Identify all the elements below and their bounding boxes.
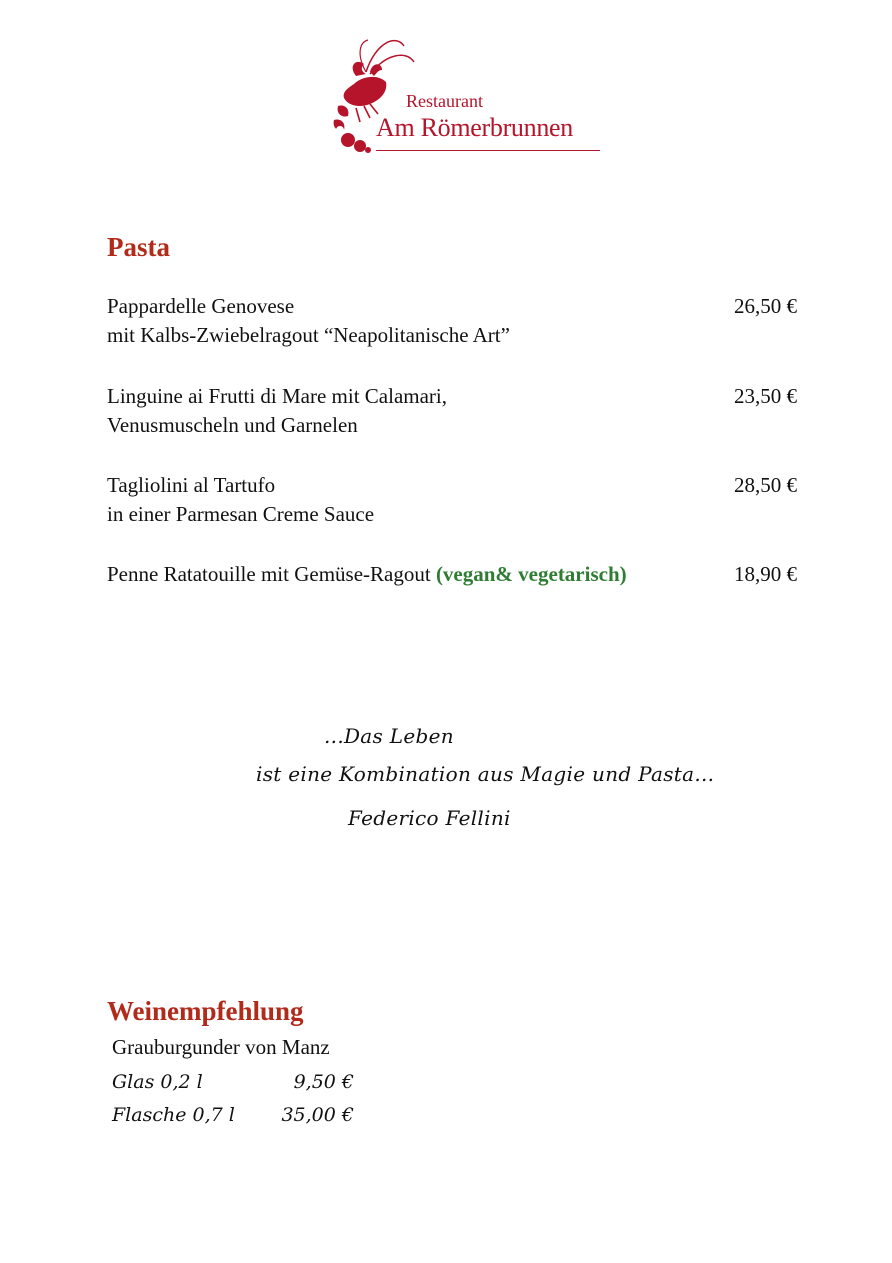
- wine-volume: Flasche 0,7 l: [112, 1104, 235, 1126]
- menu-item-name: Pappardelle Genovese: [107, 294, 295, 318]
- wine-price-row: [112, 1071, 354, 1093]
- wine-price-row: [112, 1104, 354, 1126]
- section-title-wine: Weinempfehlung: [107, 996, 304, 1026]
- quote-author: Federico Fellini: [348, 806, 511, 830]
- wine-price: 9,50 €: [293, 1071, 354, 1093]
- menu-item: [107, 382, 797, 440]
- menu-item-description: in einer Parmesan Creme Sauce: [107, 502, 375, 526]
- menu-item-name: Penne Ratatouille mit Gemüse-Ragout: [107, 562, 431, 586]
- wine-name: Grauburgunder von Manz: [112, 1035, 330, 1059]
- menu-item: [107, 560, 797, 589]
- section-title-pasta: Pasta: [107, 232, 170, 262]
- menu-item-name: Linguine ai Frutti di Mare mit Calamari,: [107, 384, 448, 408]
- menu-item: [107, 292, 797, 350]
- restaurant-logo: [326, 36, 606, 158]
- menu-item-description: mit Kalbs-Zwiebelragout “Neapolitanische Art”: [107, 323, 510, 347]
- menu-item-name-line: [107, 560, 797, 589]
- wine-price: 35,00 €: [281, 1104, 354, 1126]
- menu-item: [107, 471, 797, 529]
- quote-line-2: ist eine Kombination aus Magie und Pasta...: [256, 762, 715, 786]
- menu-item-description: Venusmuscheln und Garnelen: [107, 413, 358, 437]
- menu-item-price: 18,90 €: [734, 562, 797, 586]
- logo-divider: [376, 150, 600, 151]
- logo-restaurant-name: Am Römerbrunnen: [376, 113, 573, 142]
- wine-volume: Glas 0,2 l: [112, 1071, 203, 1093]
- menu-item-name: Tagliolini al Tartufo: [107, 473, 276, 497]
- menu-item-price: 28,50 €: [734, 473, 797, 497]
- quote-line-1: ...Das Leben: [324, 724, 454, 748]
- vegan-tag: (vegan& vegetarisch): [435, 562, 627, 586]
- menu-item-price: 26,50 €: [734, 294, 797, 318]
- logo-restaurant-label: Restaurant: [406, 91, 483, 111]
- menu-item-price: 23,50 €: [734, 384, 797, 408]
